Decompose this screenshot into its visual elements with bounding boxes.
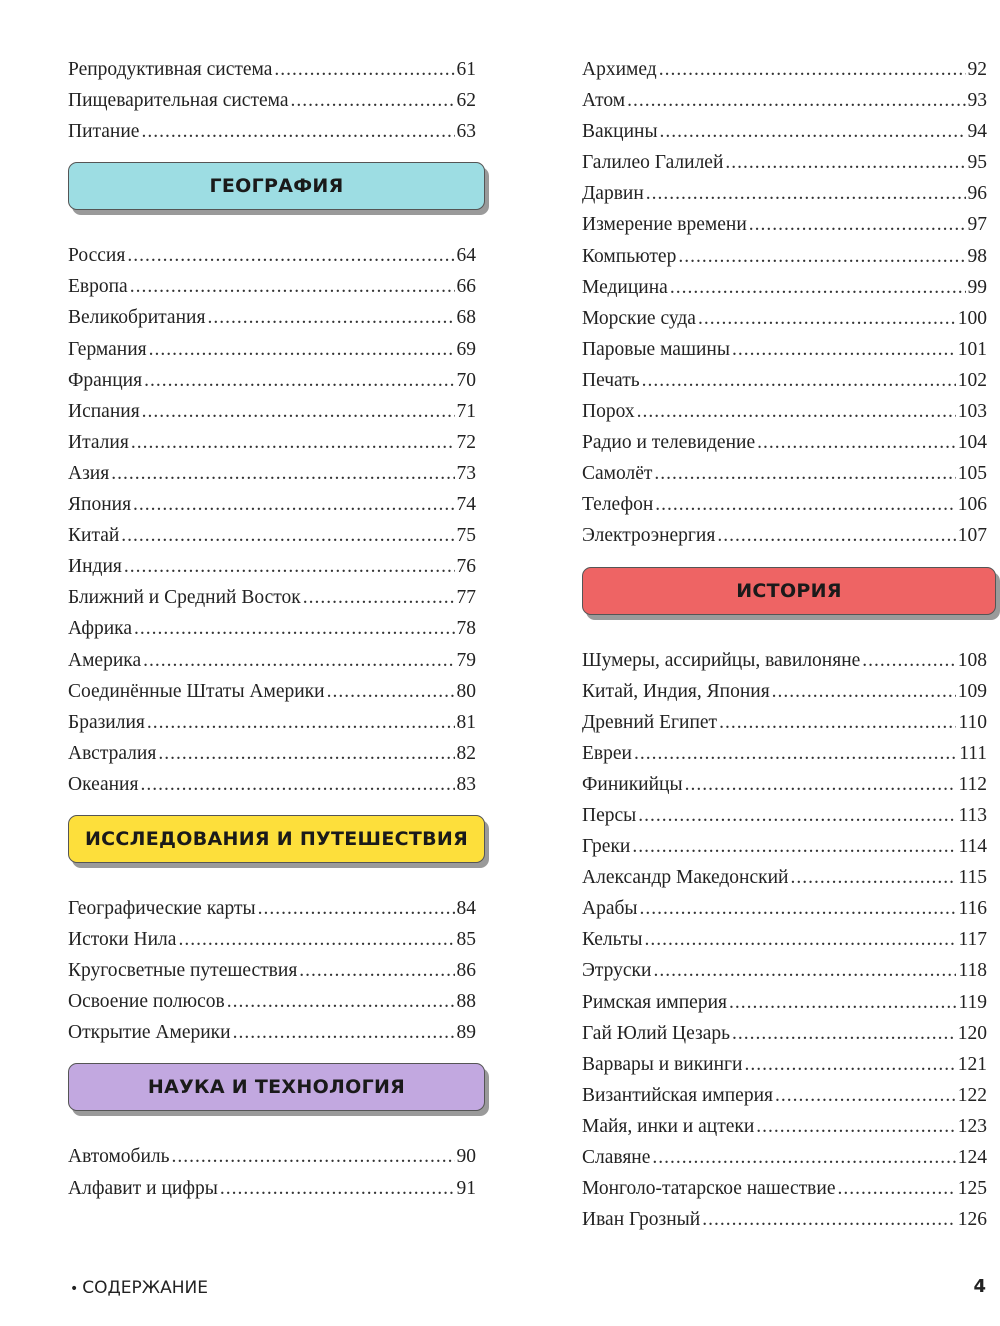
toc-entry-title: Азия (68, 462, 110, 484)
toc-entry (582, 303, 987, 334)
toc-entry (68, 1173, 476, 1204)
toc-entry (582, 489, 987, 520)
dot-leader (327, 676, 455, 707)
toc-entry-page: 77 (456, 587, 476, 609)
toc-entry-page: 71 (456, 400, 476, 422)
dot-leader (233, 1017, 455, 1048)
dot-leader (744, 1049, 955, 1080)
toc-entry-page: 69 (456, 338, 476, 360)
section-banner-geography: ГЕОГРАФИЯ (68, 162, 485, 210)
toc-entry (582, 924, 987, 955)
toc-entry-page: 116 (958, 898, 987, 920)
toc-entry-title: Римская империя (582, 991, 727, 1013)
dot-leader (655, 489, 955, 520)
toc-entry-title: Вакцины (582, 121, 658, 143)
toc-entry (582, 427, 987, 458)
dot-leader (732, 1018, 956, 1049)
toc-entry-page: 91 (456, 1177, 476, 1199)
dot-leader (775, 1080, 956, 1111)
toc-entry-page: 104 (957, 432, 987, 454)
dot-leader (121, 520, 454, 551)
toc-entry-title: Медицина (582, 276, 668, 298)
toc-entry-page: 120 (957, 1022, 987, 1044)
dot-leader (158, 738, 454, 769)
toc-group-science-continued (582, 54, 987, 552)
dot-leader (111, 458, 454, 489)
dot-leader (147, 707, 455, 738)
toc-entry-title: Истоки Нила (68, 929, 177, 951)
dot-leader (274, 54, 454, 85)
toc-entry (582, 707, 987, 738)
toc-entry-page: 73 (456, 462, 476, 484)
dot-leader (729, 987, 956, 1018)
section-banner-exploration: ИССЛЕДОВАНИЯ И ПУТЕШЕСТВИЯ (68, 815, 485, 863)
toc-group-anatomy (68, 54, 476, 147)
toc-entry (68, 302, 476, 333)
toc-entry (582, 54, 987, 85)
dot-leader (133, 489, 454, 520)
dot-leader (638, 800, 956, 831)
toc-entry-page: 96 (967, 183, 987, 205)
toc-entry-title: Арабы (582, 898, 638, 920)
toc-entry-title: Пищеварительная система (68, 90, 289, 112)
dot-leader (227, 986, 455, 1017)
dot-leader (862, 645, 955, 676)
dot-leader (749, 209, 966, 240)
toc-entry-page: 105 (957, 463, 987, 485)
toc-entry-page: 123 (957, 1115, 987, 1137)
toc-entry (68, 738, 476, 769)
toc-entry-title: Компьютер (582, 245, 677, 267)
toc-entry (582, 676, 987, 707)
toc-entry-title: Италия (68, 431, 129, 453)
dot-leader (303, 582, 455, 613)
toc-entry (68, 582, 476, 613)
toc-entry (68, 54, 476, 85)
toc-entry (582, 116, 987, 147)
toc-entry (68, 520, 476, 551)
toc-entry-title: Славяне (582, 1147, 651, 1168)
dot-leader (685, 769, 957, 800)
toc-entry-title: Монголо-татарское нашествие (582, 1178, 836, 1200)
toc-entry (68, 489, 476, 520)
toc-entry-page: 111 (959, 742, 987, 764)
left-column (68, 54, 476, 1204)
toc-entry-page: 119 (958, 991, 987, 1013)
toc-entry-title: Радио и телевидение (582, 432, 756, 454)
toc-group-exploration (68, 893, 476, 1048)
toc-entry (68, 1017, 476, 1048)
dot-leader (207, 302, 454, 333)
toc-entry-page: 97 (967, 214, 987, 236)
dot-leader (178, 924, 454, 955)
dot-leader (654, 458, 955, 489)
toc-entry-page: 115 (958, 867, 987, 889)
toc-entry (582, 1080, 987, 1111)
toc-entry (68, 645, 476, 676)
dot-leader (140, 769, 454, 800)
toc-entry-page: 89 (456, 1022, 476, 1044)
bullet-icon: • (70, 1281, 79, 1297)
toc-entry-page: 112 (958, 773, 987, 795)
dot-leader (719, 707, 956, 738)
dot-leader (141, 116, 454, 147)
toc-entry (582, 1142, 987, 1173)
toc-entry (68, 334, 476, 365)
toc-entry (582, 769, 987, 800)
page-number: 4 (973, 1276, 986, 1297)
toc-entry-title: Россия (68, 245, 126, 267)
toc-entry-title: Соединённые Штаты Америки (68, 680, 325, 702)
toc-entry (582, 458, 987, 489)
toc-entry-title: Персы (582, 804, 637, 826)
dot-leader (660, 116, 966, 147)
dot-leader (790, 862, 956, 893)
toc-entry-title: Европа (68, 276, 128, 298)
toc-entry (582, 862, 987, 893)
toc-entry-page: 66 (456, 276, 476, 298)
toc-entry-title: Кругосветные путешествия (68, 960, 298, 982)
toc-entry-page: 88 (456, 991, 476, 1013)
dot-leader (659, 54, 966, 85)
toc-entry-page: 82 (456, 742, 476, 764)
toc-entry-title: Варвары и викинги (582, 1053, 743, 1075)
toc-entry-title: Великобритания (68, 307, 206, 329)
toc-entry (68, 551, 476, 582)
toc-entry (582, 1204, 987, 1235)
dot-leader (653, 955, 956, 986)
dot-leader (640, 893, 957, 924)
dot-leader (124, 551, 455, 582)
toc-entry (68, 1141, 476, 1172)
toc-entry-page: 72 (456, 431, 476, 453)
toc-entry (68, 271, 476, 302)
toc-entry-title: Морские суда (582, 307, 696, 329)
toc-entry (582, 85, 987, 116)
toc-entry-page: 64 (456, 245, 476, 267)
toc-entry-title: Автомобиль (68, 1146, 170, 1168)
toc-entry-page: 99 (967, 276, 987, 298)
toc-entry-title: Питание (68, 121, 140, 143)
toc-entry (582, 893, 987, 924)
right-column (582, 54, 987, 1235)
toc-entry-title: Древний Египет (582, 711, 718, 733)
toc-entry-page: 61 (456, 59, 476, 80)
toc-entry-title: Электроэнергия (582, 525, 716, 547)
toc-entry-title: Германия (68, 338, 147, 360)
toc-entry-title: Географические карты (68, 897, 256, 919)
toc-entry (68, 458, 476, 489)
toc-entry-title: Иван Грозный (582, 1209, 701, 1231)
toc-entry-title: Кельты (582, 929, 643, 951)
toc-entry-page: 76 (456, 556, 476, 578)
toc-entry-page: 101 (957, 338, 987, 360)
toc-entry-title: Индия (68, 556, 122, 578)
toc-entry (582, 800, 987, 831)
toc-entry-title: Бразилия (68, 711, 145, 733)
toc-entry-page: 126 (957, 1209, 987, 1231)
toc-entry (582, 955, 987, 986)
toc-entry-page: 92 (967, 59, 987, 80)
toc-entry-title: Измерение времени (582, 214, 747, 236)
toc-entry (68, 769, 476, 800)
toc-entry-page: 114 (958, 836, 987, 858)
toc-entry-title: Майя, инки и ацтеки (582, 1115, 755, 1137)
toc-entry-page: 109 (957, 680, 987, 702)
dot-leader (642, 365, 956, 396)
toc-entry-page: 94 (967, 121, 987, 143)
dot-leader (149, 334, 455, 365)
toc-entry (68, 240, 476, 271)
toc-entry-page: 98 (967, 245, 987, 267)
toc-entry-page: 108 (957, 649, 987, 671)
toc-entry-title: Финикийцы (582, 773, 683, 795)
dot-leader (127, 240, 454, 271)
toc-entry-title: Самолёт (582, 463, 653, 485)
toc-entry (582, 209, 987, 240)
toc-entry-title: Гай Юлий Цезарь (582, 1022, 730, 1044)
dot-leader (144, 365, 454, 396)
dot-leader (142, 396, 455, 427)
dot-leader (632, 831, 956, 862)
toc-entry (582, 1049, 987, 1080)
toc-entry (68, 986, 476, 1017)
toc-entry-title: Япония (68, 494, 132, 516)
toc-entry (582, 1173, 987, 1204)
toc-entry (68, 427, 476, 458)
toc-entry-title: Печать (582, 369, 640, 391)
toc-entry (582, 365, 987, 396)
toc-entry-page: 70 (456, 369, 476, 391)
dot-leader (698, 303, 956, 334)
toc-entry-page: 113 (958, 804, 987, 826)
toc-entry-page: 107 (957, 525, 987, 547)
toc-entry-page: 83 (456, 773, 476, 795)
dot-leader (637, 396, 956, 427)
toc-entry-page: 110 (958, 711, 987, 733)
toc-entry-page: 125 (957, 1178, 987, 1200)
toc-entry (582, 178, 987, 209)
toc-entry-page: 117 (958, 929, 987, 951)
toc-entry (68, 116, 476, 147)
toc-entry (582, 1111, 987, 1142)
toc-entry-title: Паровые машины (582, 338, 730, 360)
dot-leader (143, 645, 454, 676)
toc-entry-page: 121 (957, 1053, 987, 1075)
toc-entry-page: 93 (967, 90, 987, 112)
toc-entry-page: 78 (456, 618, 476, 640)
toc-entry-page: 81 (456, 711, 476, 733)
toc-entry (68, 676, 476, 707)
toc-entry (582, 241, 987, 272)
dot-leader (134, 613, 455, 644)
toc-entry-page: 63 (456, 121, 476, 143)
toc-entry-page: 74 (456, 494, 476, 516)
toc-entry-title: Франция (68, 369, 143, 391)
toc-entry-title: Александр Македонский (582, 867, 789, 889)
toc-entry-title: Испания (68, 400, 140, 422)
dot-leader (130, 271, 455, 302)
toc-entry (582, 272, 987, 303)
toc-entry-page: 100 (957, 307, 987, 329)
toc-group-history (582, 645, 987, 1236)
dot-leader (756, 1111, 955, 1142)
toc-entry-title: Дарвин (582, 183, 644, 205)
dot-leader (732, 334, 956, 365)
toc-entry-title: Африка (68, 618, 132, 640)
dot-leader (652, 1142, 955, 1173)
toc-entry (68, 707, 476, 738)
toc-entry-page: 68 (456, 307, 476, 329)
dot-leader (634, 738, 957, 769)
toc-entry-title: Этруски (582, 960, 652, 982)
toc-entry-page: 118 (958, 960, 987, 982)
toc-group-geography (68, 240, 476, 800)
toc-entry-page: 85 (456, 929, 476, 951)
dot-leader (220, 1173, 455, 1204)
toc-entry (582, 334, 987, 365)
toc-entry-page: 84 (456, 897, 476, 919)
toc-entry-title: Порох (582, 401, 635, 423)
toc-entry-title: Океания (68, 773, 139, 795)
toc-entry-page: 124 (957, 1147, 987, 1168)
toc-entry-page: 79 (456, 649, 476, 671)
toc-entry-title: Китай (68, 525, 120, 547)
toc-entry-title: Алфавит и цифры (68, 1177, 218, 1199)
toc-entry (582, 1018, 987, 1049)
dot-leader (757, 427, 956, 458)
footer-label-text: СОДЕРЖАНИЕ (82, 1278, 208, 1298)
toc-entry (582, 147, 987, 178)
dot-leader (131, 427, 455, 458)
section-banner-science: НАУКА И ТЕХНОЛОГИЯ (68, 1063, 485, 1111)
toc-entry (582, 520, 987, 551)
toc-entry-page: 95 (967, 152, 987, 174)
toc-entry-title: Византийская империя (582, 1084, 773, 1106)
dot-leader (291, 85, 455, 116)
toc-entry-title: Репродуктивная система (68, 59, 273, 80)
toc-entry (582, 738, 987, 769)
toc-entry (68, 365, 476, 396)
toc-entry (582, 831, 987, 862)
dot-leader (725, 147, 965, 178)
toc-entry (582, 645, 987, 676)
dot-leader (702, 1204, 956, 1235)
toc-entry-title: Атом (582, 90, 626, 112)
section-banner-history: ИСТОРИЯ (582, 567, 996, 615)
toc-entry-title: Шумеры, ассирийцы, вавилоняне (582, 649, 861, 671)
toc-entry-page: 75 (456, 525, 476, 547)
toc-entry (68, 396, 476, 427)
dot-leader (670, 272, 966, 303)
toc-entry-title: Греки (582, 836, 631, 858)
toc-entry (582, 987, 987, 1018)
dot-leader (678, 241, 965, 272)
toc-entry-page: 106 (957, 494, 987, 516)
toc-entry-page: 103 (957, 401, 987, 423)
dot-leader (837, 1173, 955, 1204)
toc-entry-title: Америка (68, 649, 142, 671)
toc-entry-title: Ближний и Средний Восток (68, 587, 301, 609)
toc-entry-title: Галилео Галилей (582, 152, 724, 174)
toc-entry-page: 102 (957, 369, 987, 391)
dot-leader (644, 924, 956, 955)
toc-entry-page: 62 (456, 90, 476, 112)
toc-entry (582, 396, 987, 427)
dot-leader (772, 676, 956, 707)
toc-entry-title: Австралия (68, 742, 157, 764)
toc-entry (68, 955, 476, 986)
footer-section-label (70, 1278, 208, 1298)
toc-entry-title: Телефон (582, 494, 654, 516)
toc-entry (68, 893, 476, 924)
toc-entry-title: Открытие Америки (68, 1022, 231, 1044)
toc-entry (68, 85, 476, 116)
dot-leader (172, 1141, 455, 1172)
dot-leader (717, 520, 955, 551)
toc-entry-page: 86 (456, 960, 476, 982)
toc-entry (68, 613, 476, 644)
toc-entry-title: Освоение полюсов (68, 991, 225, 1013)
toc-entry-page: 80 (456, 680, 476, 702)
dot-leader (258, 893, 455, 924)
dot-leader (646, 178, 966, 209)
toc-entry (68, 924, 476, 955)
toc-entry-title: Архимед (582, 59, 657, 80)
toc-entry-page: 122 (957, 1084, 987, 1106)
toc-group-science (68, 1141, 476, 1203)
toc-entry-title: Евреи (582, 742, 632, 764)
toc-entry-title: Китай, Индия, Япония (582, 680, 770, 702)
dot-leader (627, 85, 965, 116)
toc-entry-page: 90 (456, 1146, 476, 1168)
dot-leader (299, 955, 454, 986)
